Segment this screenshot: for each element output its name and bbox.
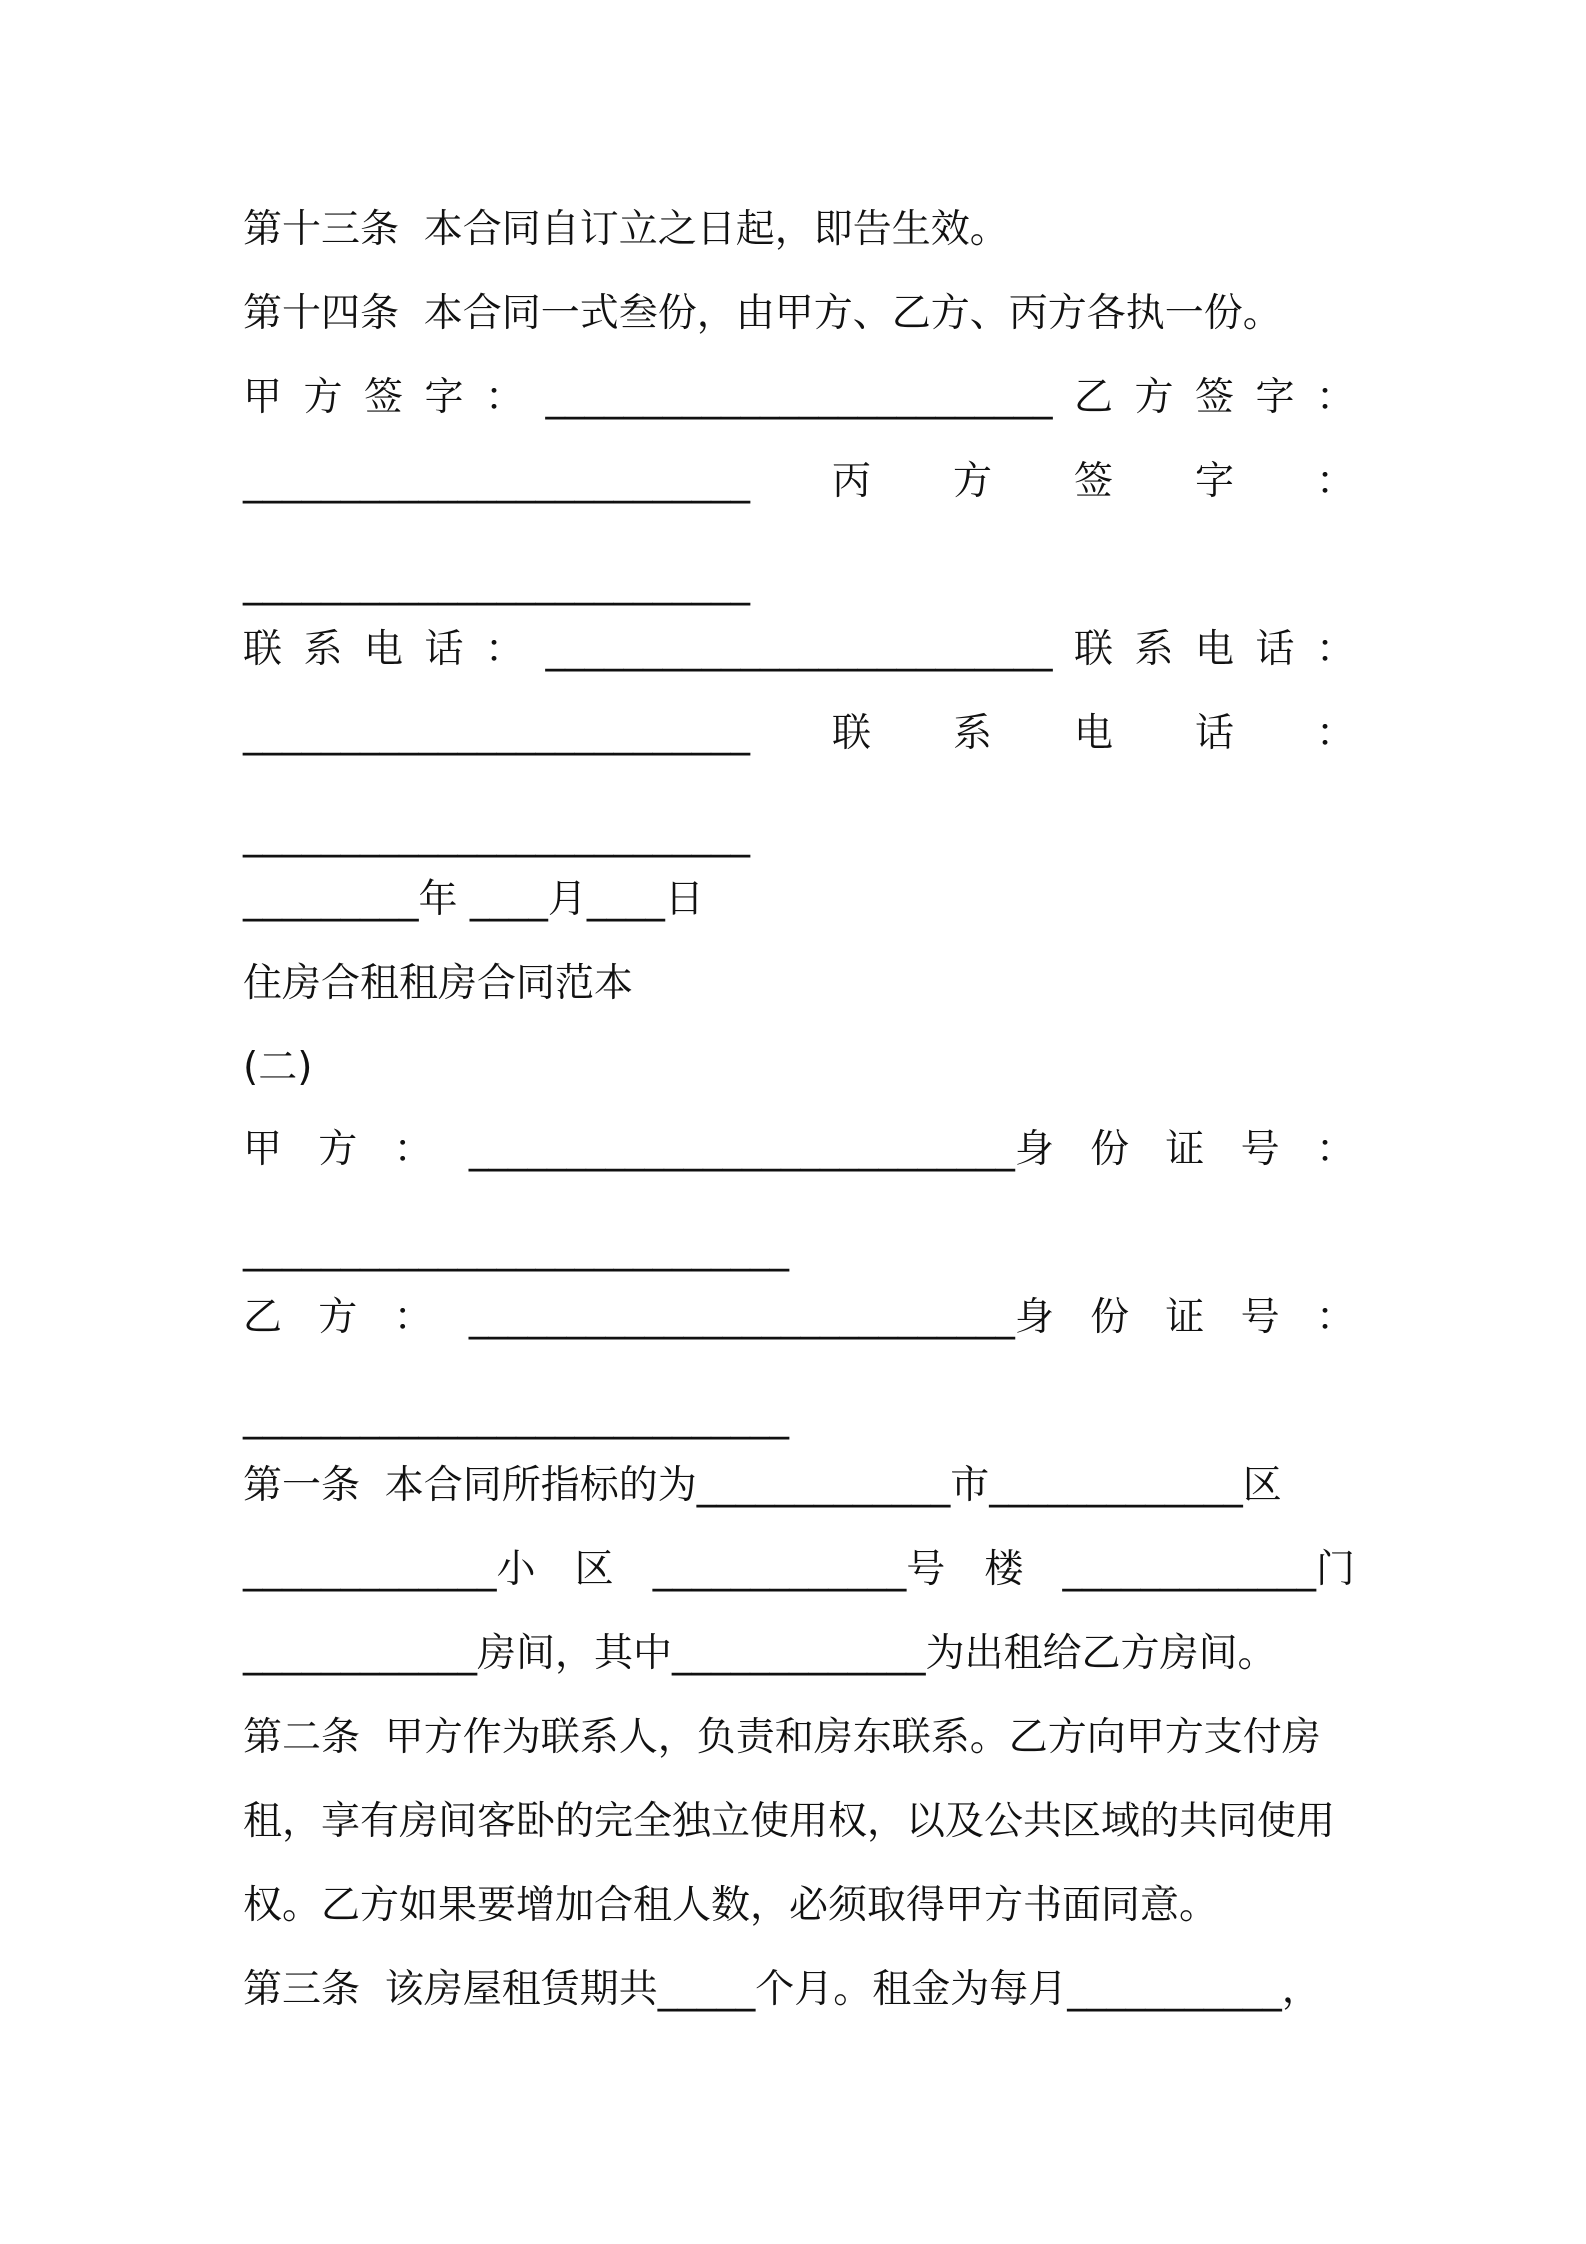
signature-row-2 xyxy=(243,454,1355,510)
article-3-line-1: 第三条 该房屋租赁期共_____个月。租金为每月___________， xyxy=(243,1967,1321,2012)
sig-char: 丙 xyxy=(831,459,871,504)
party-char: ： xyxy=(1315,1127,1355,1172)
party-char: 份 xyxy=(1090,1295,1130,1340)
phone-row-1 xyxy=(243,622,1355,678)
party-char: 份 xyxy=(1090,1127,1130,1172)
article-1-line-2 xyxy=(243,1542,1355,1598)
party-char: 乙 xyxy=(243,1295,283,1340)
party-char: 甲 xyxy=(243,1127,283,1172)
sig-char: 签 xyxy=(364,375,404,420)
article-1-segment: 楼 xyxy=(984,1547,1024,1592)
contract-subtitle: (二) xyxy=(243,1045,313,1090)
phone-char: 联 xyxy=(831,711,871,756)
party-char: 方 xyxy=(318,1127,358,1172)
party-char: 号 xyxy=(1240,1127,1280,1172)
phone-char: 系 xyxy=(303,627,343,672)
party-char: 号 xyxy=(1240,1295,1280,1340)
sig-char: 签 xyxy=(1073,459,1113,504)
sig-char: 字 xyxy=(424,375,464,420)
contract-title: 住房合租租房合同范本 xyxy=(243,961,634,1006)
article-1-segment: 区 xyxy=(574,1547,614,1592)
phone-char: 电 xyxy=(364,627,404,672)
sig-char: 方 xyxy=(303,375,343,420)
phone-char: 系 xyxy=(952,711,992,756)
sig-char: 字 xyxy=(1194,459,1234,504)
party-b-row xyxy=(243,1290,1355,1346)
article-1-segment: _____________号 xyxy=(652,1547,946,1592)
party-char: 证 xyxy=(1165,1295,1205,1340)
article-1-line-1: 第一条 本合同所指标的为_____________市_____________区 xyxy=(243,1463,1282,1508)
signature-row-1 xyxy=(243,370,1355,426)
party-a-id-blank[interactable]: ____________________________ xyxy=(243,1227,789,1272)
article-2-line-2: 租，享有房间客卧的完全独立使用权，以及公共区域的共同使用 xyxy=(243,1799,1336,1844)
party-b-phone-blank[interactable]: __________________________ xyxy=(243,711,750,756)
sig-char: 字 xyxy=(1255,375,1295,420)
article-13: 第十三条 本合同自订立之日起，即告生效。 xyxy=(243,207,1009,252)
article-1-segment: _____________小 xyxy=(243,1547,536,1592)
party-char: ： xyxy=(1315,1295,1355,1340)
phone-char: ： xyxy=(1315,711,1355,756)
sig-char: 方 xyxy=(1134,375,1174,420)
party-c-signature-blank[interactable]: __________________________ xyxy=(243,561,750,606)
party-char: 证 xyxy=(1165,1127,1205,1172)
sig-char: 甲 xyxy=(243,375,283,420)
phone-char: 话 xyxy=(424,627,464,672)
phone-char: 话 xyxy=(1255,627,1295,672)
party-c-phone-blank[interactable]: __________________________ xyxy=(243,813,750,858)
article-2-line-1: 第二条 甲方作为联系人，负责和房东联系。乙方向甲方支付房 xyxy=(243,1715,1321,1760)
sig-char: 签 xyxy=(1194,375,1234,420)
phone-char: 系 xyxy=(1134,627,1174,672)
party-b-id-blank[interactable]: ____________________________ xyxy=(243,1395,789,1440)
party-a-row xyxy=(243,1122,1355,1178)
article-1-line-3: ____________房间，其中_____________为出租给乙方房间。 xyxy=(243,1631,1277,1676)
sig-char: 乙 xyxy=(1073,375,1113,420)
party-char: ： xyxy=(393,1295,433,1340)
party-a-signature-blank[interactable]: __________________________ xyxy=(545,375,1053,420)
article-2-line-3: 权。乙方如果要增加合租人数，必须取得甲方书面同意。 xyxy=(243,1883,1219,1928)
party-char: 方 xyxy=(318,1295,358,1340)
party-char: ： xyxy=(393,1127,433,1172)
phone-char: 电 xyxy=(1194,627,1234,672)
date-line[interactable]: _________年 ____月____日 xyxy=(243,877,704,922)
party-a-name-blank[interactable]: ____________________________身 xyxy=(468,1127,1054,1172)
sig-char: ： xyxy=(1315,375,1355,420)
sig-char: ： xyxy=(485,375,525,420)
phone-char: ： xyxy=(485,627,525,672)
article-14: 第十四条 本合同一式叁份，由甲方、乙方、丙方各执一份。 xyxy=(243,291,1282,336)
party-b-signature-blank[interactable]: __________________________ xyxy=(243,459,750,504)
party-b-name-blank[interactable]: ____________________________身 xyxy=(468,1295,1054,1340)
phone-char: 联 xyxy=(1073,627,1113,672)
phone-char: 话 xyxy=(1194,711,1234,756)
article-1-segment: _____________门 xyxy=(1062,1547,1355,1592)
phone-row-2 xyxy=(243,706,1355,762)
sig-char: ： xyxy=(1315,459,1355,504)
sig-char: 方 xyxy=(952,459,992,504)
phone-char: 联 xyxy=(243,627,283,672)
phone-char: 电 xyxy=(1073,711,1113,756)
party-a-phone-blank[interactable]: __________________________ xyxy=(545,627,1053,672)
phone-char: ： xyxy=(1315,627,1355,672)
